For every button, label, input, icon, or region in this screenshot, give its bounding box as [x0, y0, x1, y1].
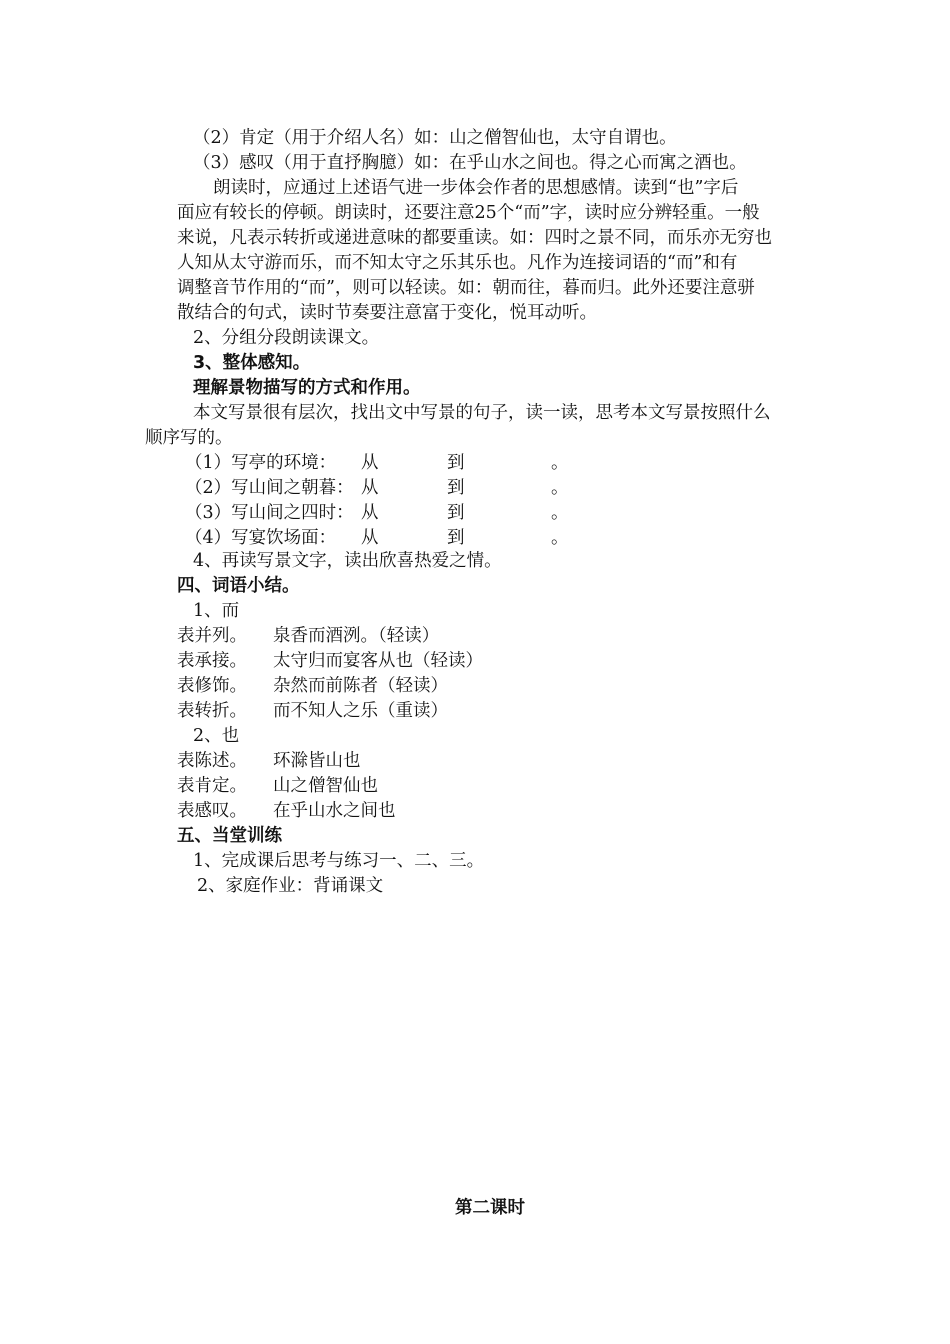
- step-reread: 4、再读写景文字，读出欣喜热爱之情。: [193, 551, 502, 571]
- step-group-reading: 2、分组分段朗读课文。: [193, 328, 380, 348]
- vocab-usage-example: 在乎山水之间也: [273, 801, 396, 821]
- vocab-usage-example: 山之僧智仙也: [273, 776, 378, 796]
- practice-item: 2、家庭作业：背诵课文: [197, 876, 384, 896]
- next-lesson-title: 第二课时: [455, 1198, 525, 1218]
- reading-note-line: 面应有较长的停顿。朗读时，还要注意25个“而”字，读时应分辨轻重。一般: [177, 203, 760, 223]
- reading-note-line: 朗读时，应通过上述语气进一步体会作者的思想感情。读到“也”字后: [213, 178, 739, 198]
- vocab-usage-example: 泉香而酒洌。（轻读）: [273, 626, 440, 646]
- vocab-ye-title: 2、也: [193, 726, 240, 746]
- vocab-ye-table: [177, 749, 537, 824]
- reading-note-line: 人知从太守游而乐，而不知太守之乐其乐也。凡作为连接词语的“而”和有: [177, 253, 738, 273]
- scene-row-label: （1）写亭的环境：: [185, 453, 337, 473]
- reading-note-line: 来说，凡表示转折或递进意味的都要重读。如：四时之景不同，而乐亦无穷也: [177, 228, 772, 248]
- step-overall-intro: 本文写景很有层次，找出文中写景的句子，读一读，思考本文写景按照什么: [193, 403, 771, 423]
- vocab-usage-example: 而不知人之乐（重读）: [273, 701, 448, 721]
- vocab-er-title: 1、而: [193, 601, 240, 621]
- scene-row-to: 到: [447, 503, 465, 523]
- vocab-usage-example: 太守归而宴客从也（轻读）: [273, 651, 483, 671]
- vocab-usage-label: 表转折。: [177, 701, 247, 721]
- tone-affirm-line: （2）肯定（用于介绍人名）如：山之僧智仙也，太守自谓也。: [193, 128, 677, 148]
- scene-row-end: 。: [551, 453, 569, 473]
- vocab-usage-label: 表肯定。: [177, 776, 247, 796]
- vocab-usage-label: 表修饰。: [177, 676, 247, 696]
- step-overall-intro: 顺序写的。: [145, 428, 233, 448]
- vocab-usage-example: 杂然而前陈者（轻读）: [273, 676, 448, 696]
- scene-row-from: 从: [361, 528, 379, 548]
- vocab-usage-label: 表陈述。: [177, 751, 247, 771]
- scene-row-from: 从: [361, 503, 379, 523]
- scene-row-label: （2）写山间之朝暮：: [185, 478, 354, 498]
- scene-row-to: 到: [447, 478, 465, 498]
- scene-row-from: 从: [361, 478, 379, 498]
- scene-row-from: 从: [361, 453, 379, 473]
- vocab-usage-label: 表并列。: [177, 626, 247, 646]
- section-practice-heading: 五、当堂训练: [177, 826, 282, 846]
- tone-exclaim-line: （3）感叹（用于直抒胸臆）如：在乎山水之间也。得之心而寓之酒也。: [193, 153, 747, 173]
- scene-row-end: 。: [551, 478, 569, 498]
- scene-row-end: 。: [551, 503, 569, 523]
- reading-note-line: 散结合的句式，读时节奏要注意富于变化，悦耳动听。: [177, 303, 597, 323]
- scene-row-to: 到: [447, 453, 465, 473]
- scene-row-to: 到: [447, 528, 465, 548]
- step-overall-subheading: 理解景物描写的方式和作用。: [193, 378, 421, 398]
- vocab-usage-example: 环滁皆山也: [273, 751, 361, 771]
- scene-order-table: [185, 451, 605, 551]
- section-vocab-heading: 四、词语小结。: [177, 576, 300, 596]
- vocab-usage-label: 表承接。: [177, 651, 247, 671]
- vocab-usage-label: 表感叹。: [177, 801, 247, 821]
- reading-note-line: 调整音节作用的“而”，则可以轻读。如：朝而往，暮而归。此外还要注意骈: [177, 278, 755, 298]
- scene-row-label: （3）写山间之四时：: [185, 503, 354, 523]
- practice-item: 1、完成课后思考与练习一、二、三。: [193, 851, 485, 871]
- scene-row-end: 。: [551, 528, 569, 548]
- scene-row-label: （4）写宴饮场面：: [185, 528, 337, 548]
- step-overall-heading: 3、整体感知。: [193, 353, 311, 373]
- vocab-er-table: [177, 624, 537, 724]
